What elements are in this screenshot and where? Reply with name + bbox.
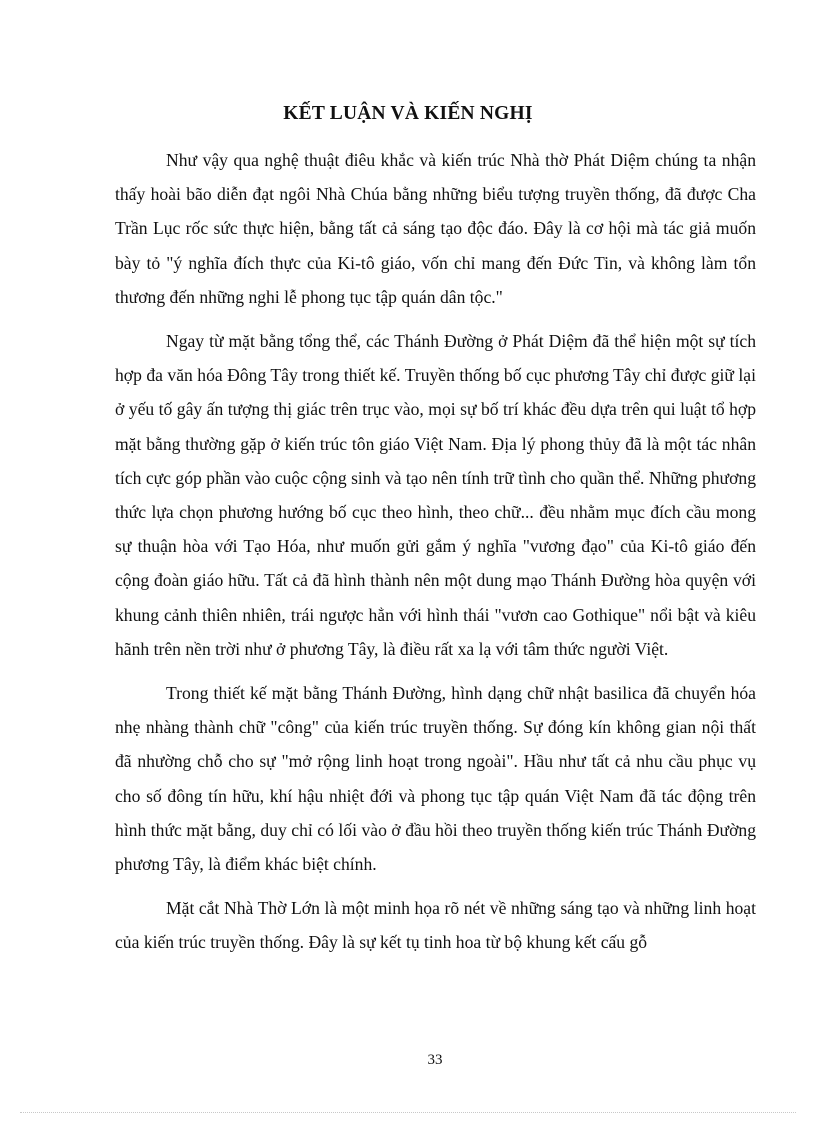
paragraph-4: Mặt cắt Nhà Thờ Lớn là một minh họa rõ nét về những sáng tạo và những linh hoạt của kiến trúc truyền thống. Đây là sự kết tụ tinh hoa từ bộ khung kết cấu gỗ <box>115 898 756 953</box>
paragraph-3: Trong thiết kế mặt bằng Thánh Đường, hình dạng chữ nhật basilica đã chuyển hóa nhẹ nhàng thành chữ "công" của kiến trúc truyền thống. Sự đóng kín không gian nội thất đã nhường chỗ cho sự "mở rộng linh hoạt trong ngoài". Hầu như tất cả nhu cầu phục vụ cho số đông tín hữu, khí hậu nhiệt đới và phong tục tập quán Việt Nam đã tác động trên hình thức mặt bằng, duy chỉ có lối vào ở đầu hồi theo truyền thống kiến trúc Thánh Đường phương Tây, là điểm khác biệt chính. <box>115 683 756 875</box>
document-body <box>115 143 756 970</box>
paragraph-1: Như vậy qua nghệ thuật điêu khắc và kiến trúc Nhà thờ Phát Diệm chúng ta nhận thấy hoài bão diễn đạt ngôi Nhà Chúa bằng những biểu tượng truyền thống, đã được Cha Trần Lục rốc sức thực hiện, bằng tất cả sáng tạo độc đáo. Đây là cơ hội mà tác giả muốn bày tỏ "ý nghĩa đích thực của Ki-tô giáo, vốn chỉ mang đến Đức Tin, và không làm tổn thương đến những nghi lễ phong tục tập quán dân tộc." <box>115 150 756 307</box>
page-bottom-divider <box>20 1112 796 1113</box>
paragraph-2: Ngay từ mặt bằng tổng thể, các Thánh Đường ở Phát Diệm đã thể hiện một sự tích hợp đa văn hóa Đông Tây trong thiết kế. Truyền thống bố cục phương Tây chỉ được giữ lại ở yếu tố gây ấn tượng thị giác trên trục vào, mọi sự bố trí khác đều dựa trên qui luật tổ hợp mặt bằng thường gặp ở kiến trúc tôn giáo Việt Nam. Địa lý phong thủy đã là một tác nhân tích cực góp phần vào cuộc cộng sinh và tạo nên tính trữ tình cho quần thể. Những phương thức lựa chọn phương hướng bố cục theo hình, theo chữ... đều nhằm mục đích cầu mong sự thuận hòa với Tạo Hóa, như muốn gửi gắm ý nghĩa "vương đạo" của Ki-tô giáo đến cộng đoàn giáo hữu. Tất cả đã hình thành nên một dung mạo Thánh Đường hòa quyện với khung cảnh thiên nhiên, trái ngược hẳn với hình thái "vươn cao Gothique" nổi bật và kiêu hãnh trên nền trời như ở phương Tây, là điều rất xa lạ với tâm thức người Việt. <box>115 331 756 659</box>
section-title: KẾT LUẬN VÀ KIẾN NGHỊ <box>283 103 533 124</box>
page-number: 33 <box>427 1052 443 1068</box>
